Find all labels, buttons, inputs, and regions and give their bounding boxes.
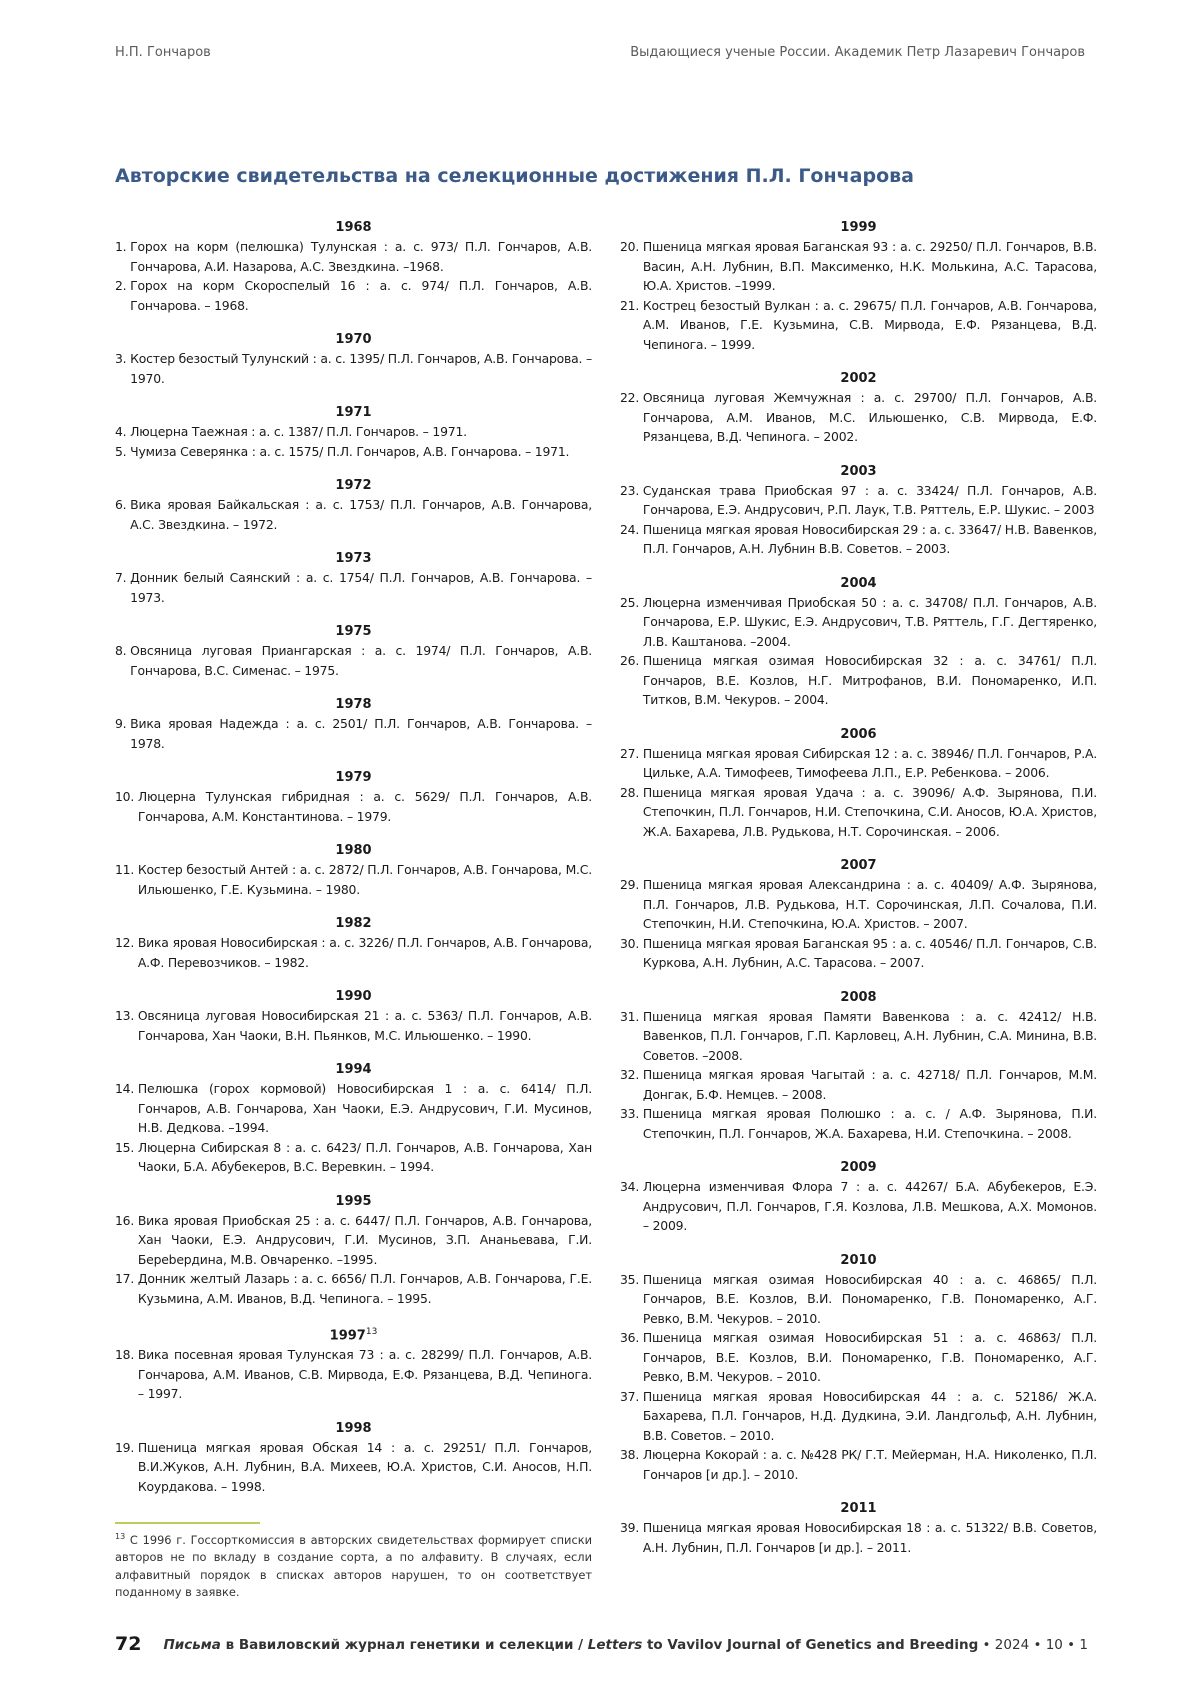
certificate-entry: [115, 933, 592, 972]
certificate-entry: [115, 714, 592, 753]
entry-text: Люцерна Таежная : а. с. 1387/ П.Л. Гончаров. – 1971.: [130, 424, 467, 439]
year-heading: [115, 622, 592, 641]
entry-number: 26.: [620, 653, 643, 668]
year-heading: [115, 330, 592, 349]
entry-text: Пшеница мягкая яровая Памяти Вавенкова : а. с. 42412/ Н.В. Вавенков, П.Л. Гончаров, Г.П. Карловец, А.Н. Лубнин, С.А. Минина, В.В. Советов. –2008.: [642, 1008, 1097, 1063]
footnote-rule: [115, 1522, 260, 1524]
entry-number: 1.: [115, 239, 131, 254]
entry-number: 27.: [620, 745, 643, 761]
certificate-entry: [115, 1345, 592, 1404]
entry-text: Пелюшка (горох кормовой) Новосибирская 1 : а. с. 6414/ П.Л. Гончаров, А.В. Гончарова, Хан Чаоки, Е.Э. Андрусович, Г.И. Мусинов, Н.В. Дедкова. –1994.: [137, 1081, 592, 1135]
year-heading: [620, 462, 1097, 481]
entry-number: 16.: [115, 1212, 138, 1228]
year-label: 1982: [335, 916, 372, 931]
entry-text: Пшеница мягкая яровая Сибирская 12 : а. с. 38946/ П.Л. Гончаров, Р.А. Цильке, А.А. Тимофеев, Тимофеева Л.П., Е.Р. Ребенкова. – 2006.: [642, 745, 1097, 780]
entry-number: 15.: [115, 1139, 138, 1155]
entry-text: Пшеница мягкая яровая Полюшко : а. с. / А.Ф. Зырянова, П.И. Степочкин, П.Л. Гончаров, Ж.А. Бахарева, Н.И. Степочкина. – 2008.: [642, 1106, 1097, 1141]
year-heading: [115, 403, 592, 422]
certificate-entry: [620, 1007, 1097, 1066]
certificate-entry: [620, 1270, 1097, 1329]
certificate-entry: [115, 495, 592, 534]
year-label: 2009: [840, 1160, 877, 1175]
year-heading: [620, 988, 1097, 1007]
certificate-entry: [620, 744, 1097, 783]
entry-text: Вика яровая Надежда : а. с. 2501/ П.Л. Гончаров, А.В. Гончарова. – 1978.: [130, 716, 592, 751]
certificate-entry: [115, 1211, 592, 1270]
entry-number: 14.: [115, 1081, 138, 1096]
year-heading: [620, 1158, 1097, 1177]
entry-number: 25.: [620, 594, 643, 610]
year-heading: [115, 218, 592, 237]
year-heading: [620, 1251, 1097, 1270]
entry-text: Пшеница мягкая яровая Чагытай : а. с. 42718/ П.Л. Гончаров, М.М. Донгак, Б.Ф. Немцев. – 2008.: [642, 1067, 1097, 1102]
year-heading: [115, 914, 592, 933]
entry-number: 35.: [620, 1271, 643, 1287]
certificate-entry: [620, 593, 1097, 652]
certificate-entry: [115, 422, 592, 442]
year-heading: [620, 1499, 1097, 1518]
entry-text: Люцерна Тулунская гибридная : а. с. 5629/ П.Л. Гончаров, А.В. Гончарова, А.М. Константинова. – 1979.: [137, 789, 592, 824]
entry-text: Пшеница мягкая яровая Баганская 93 : а. с. 29250/ П.Л. Гончаров, В.В. Васин, А.Н. Лубнин, В.П. Максименко, Н.К. Молькина, А.С. Тарасова, Ю.А. Христов. –1999.: [642, 239, 1097, 293]
journal-ru-rest: в Вавиловский журнал генетики и селекции /: [220, 1637, 588, 1653]
certificate-entry: [620, 237, 1097, 296]
year-heading: [115, 1419, 592, 1438]
entry-number: 19.: [115, 1439, 138, 1455]
running-head: [115, 45, 1085, 60]
entry-text: Костер безостый Антей : а. с. 2872/ П.Л. Гончаров, А.В. Гончарова, М.С. Ильюшенко, Г.Е. Кузьмина. – 1980.: [137, 862, 592, 897]
journal-ru-italic: Письма: [163, 1637, 221, 1653]
certificate-entry: [620, 875, 1097, 934]
certificate-entry: [620, 934, 1097, 973]
entry-text: Люцерна Сибирская 8 : а. с. 6423/ П.Л. Гончаров, А.В. Гончарова, Хан Чаоки, Б.А. Абубекеров, В.С. Веревкин. – 1994.: [137, 1139, 592, 1174]
year-label: 1979: [335, 770, 372, 785]
entry-number: 13.: [115, 1008, 138, 1023]
year-label: 1980: [335, 843, 372, 858]
entry-number: 31.: [620, 1008, 643, 1024]
entry-number: 23.: [620, 482, 643, 498]
certificate-entry: [115, 237, 592, 276]
entry-text: Люцерна изменчивая Приобская 50 : а. с. 34708/ П.Л. Гончаров, А.В. Гончарова, Е.Р. Шукис, Е.Э. Андрусович, Т.В. Ряттель, Г.Г. Дегтяренко, Л.В. Каштанова. –2004.: [642, 594, 1097, 649]
entry-text: Овсяница луговая Новосибирская 21 : а. с. 5363/ П.Л. Гончаров, А.В. Гончарова, Хан Чаоки, В.Н. Пьянков, М.С. Ильюшенко. – 1990.: [137, 1008, 592, 1043]
footnote-mark: 13: [115, 1532, 126, 1541]
entry-number: 22.: [620, 390, 643, 405]
entry-number: 30.: [620, 935, 643, 951]
certificate-entry: [620, 1445, 1097, 1484]
year-label: 2004: [840, 575, 877, 591]
year-label: 1972: [335, 478, 372, 493]
entry-number: 29.: [620, 877, 643, 892]
year-heading: [115, 1323, 592, 1345]
certificate-entry: [115, 1006, 592, 1045]
entry-text: Суданская трава Приобская 97 : а. с. 33424/ П.Л. Гончаров, А.В. Гончарова, Е.Э. Андрусович, Р.П. Лаук, Т.В. Ряттель, Е.Р. Шукис. – 2003: [642, 482, 1097, 517]
entry-text: Пшеница мягкая озимая Новосибирская 32 : а. с. 34761/ П.Л. Гончаров, В.Е. Козлов, Н.Г. Митрофанов, В.И. Пономаренко, И.П. Титков, В.М. Чекуров. – 2004.: [642, 653, 1097, 707]
entry-number: 24.: [620, 521, 643, 537]
entry-number: 3.: [115, 351, 131, 366]
certificate-entry: [620, 1518, 1097, 1557]
entry-text: Пшеница мягкая озимая Новосибирская 40 : а. с. 46865/ П.Л. Гончаров, В.Е. Козлов, В.И. Пономаренко, Г.В. Пономаренко, А.Г. Ревко, В.М. Чекуров. – 2010.: [642, 1271, 1097, 1326]
certificate-entry: [115, 276, 592, 315]
journal-en-rest: to Vavilov Journal of Genetics and Breeding: [642, 1637, 979, 1653]
year-label: 1970: [335, 332, 372, 347]
certificate-entry: [620, 783, 1097, 842]
entry-text: Люцерна изменчивая Флора 7 : а. с. 44267/ Б.А. Абубекеров, Е.Э. Андрусович, П.Л. Гончаров, Г.Я. Козлова, Л.В. Мешкова, А.Х. Момонов. – 2009.: [642, 1179, 1097, 1233]
entry-text: Чумиза Северянка : а. с. 1575/ П.Л. Гончаров, А.В. Гончарова. – 1971.: [130, 443, 570, 459]
year-label: 2010: [840, 1252, 877, 1268]
entry-number: 6.: [115, 497, 131, 512]
certificate-entry: [115, 641, 592, 680]
year-heading: [620, 856, 1097, 875]
certificate-entry: [115, 1079, 592, 1138]
entry-number: 10.: [115, 789, 138, 804]
year-heading: [620, 574, 1097, 593]
year-heading: [115, 841, 592, 860]
entry-number: 4.: [115, 424, 131, 439]
entry-number: 37.: [620, 1388, 643, 1404]
year-heading: [115, 476, 592, 495]
certificate-entry: [620, 1065, 1097, 1104]
year-heading: [115, 987, 592, 1006]
certificate-entry: [115, 1269, 592, 1308]
right-column: [620, 218, 1097, 1557]
certificate-entry: [620, 651, 1097, 710]
year-label: 1990: [335, 989, 372, 1004]
entry-text: Пшеница мягкая яровая Новосибирская 18 : а. с. 51322/ В.В. Советов, А.Н. Лубнин, П.Л. Гончаров [и др.]. – 2011.: [642, 1520, 1097, 1555]
year-heading: [115, 695, 592, 714]
year-label: 1975: [335, 624, 372, 639]
entry-text: Пшеница мягкая яровая Александрина : а. с. 40409/ А.Ф. Зырянова, П.Л. Гончаров, Л.В. Рудькова, Н.Т. Сорочинская, Л.П. Сочалова, П.И. Степочкин, Н.И. Степочкина, Ю.А. Христов. – 2007.: [642, 877, 1097, 931]
entry-text: Вика посевная яровая Тулунская 73 : а. с. 28299/ П.Л. Гончаров, А.В. Гончарова, А.М. Иванов, С.В. Мирвода, Е.Ф. Рязанцева, В.Д. Чепинога. – 1997.: [137, 1347, 592, 1402]
entry-text: Пшеница мягкая яровая Баганская 95 : а. с. 40546/ П.Л. Гончаров, С.В. Куркова, А.Н. Лубнин, А.С. Тарасова. – 2007.: [642, 935, 1097, 970]
year-label: 1999: [840, 220, 877, 235]
year-heading: [115, 1192, 592, 1211]
entry-number: 9.: [115, 716, 131, 731]
entry-number: 8.: [115, 643, 131, 658]
year-heading: [620, 369, 1097, 388]
entry-text: Овсяница луговая Приангарская : а. с. 1974/ П.Л. Гончаров, А.В. Гончарова, В.С. Сименас. – 1975.: [130, 643, 592, 678]
certificate-entry: [620, 520, 1097, 559]
year-heading: [620, 218, 1097, 237]
left-column: [115, 218, 592, 1496]
footnote: [115, 1528, 592, 1602]
year-label: 2003: [840, 463, 877, 479]
entry-number: 21.: [620, 297, 643, 313]
footnote-reference: 13: [365, 1327, 378, 1337]
entry-number: 5.: [115, 443, 131, 459]
year-label: 1978: [335, 697, 372, 712]
entry-text: Кострец безостый Вулкан : а. с. 29675/ П.Л. Гончаров, А.В. Гончарова, А.М. Иванов, Г.Е. Кузьмина, С.В. Мирвода, Е.Ф. Рязанцева, В.Д. Чепинога. – 1999.: [642, 297, 1097, 352]
certificate-entry: [620, 1387, 1097, 1446]
entry-number: 32.: [620, 1067, 643, 1082]
entry-number: 11.: [115, 862, 138, 877]
year-label: 2011: [840, 1501, 877, 1516]
page-footer: [115, 1633, 1095, 1655]
entry-number: 2.: [115, 278, 131, 293]
entry-number: 39.: [620, 1520, 643, 1535]
year-label: 1997: [329, 1328, 366, 1344]
entry-text: Вика яровая Байкальская : а. с. 1753/ П.Л. Гончаров, А.В. Гончарова, А.С. Звездкина. – 1972.: [130, 497, 592, 532]
year-heading: [115, 549, 592, 568]
entry-text: Пшеница мягкая яровая Удача : а. с. 39096/ А.Ф. Зырянова, П.И. Степочкин, П.Л. Гончаров, Н.И. Степочкина, С.И. Аносов, Ю.А. Христов, Ж.А. Бахарева, Л.В. Рудькова, Н.Т. Сорочинская. – 2006.: [642, 784, 1097, 839]
entry-text: Овсяница луговая Жемчужная : а. с. 29700/ П.Л. Гончаров, А.В. Гончарова, А.М. Иванов, М.С. Ильюшенко, С.В. Мирвода, Е.Ф. Рязанцева, В.Д. Чепинога. – 2002.: [642, 390, 1097, 444]
entry-number: 34.: [620, 1179, 643, 1194]
certificate-entry: [620, 1177, 1097, 1236]
certificate-entry: [620, 1328, 1097, 1387]
certificate-entry: [115, 1138, 592, 1177]
entry-number: 7.: [115, 570, 131, 585]
certificate-entry: [620, 1104, 1097, 1143]
year-label: 1995: [335, 1193, 372, 1209]
year-label: 1998: [335, 1420, 372, 1436]
entry-text: Костер безостый Тулунский : а. с. 1395/ П.Л. Гончаров, А.В. Гончарова. – 1970.: [130, 351, 592, 386]
certificate-entry: [115, 787, 592, 826]
entry-number: 36.: [620, 1330, 643, 1345]
certificate-entry: [115, 860, 592, 899]
running-head-author: Н.П. Гончаров: [115, 45, 211, 60]
entry-number: 33.: [620, 1106, 643, 1121]
certificate-entry: [115, 1438, 592, 1497]
year-label: 1994: [335, 1062, 372, 1077]
entry-text: Донник белый Саянский : а. с. 1754/ П.Л. Гончаров, А.В. Гончарова. – 1973.: [130, 570, 592, 605]
year-label: 2006: [840, 726, 877, 742]
entry-number: 12.: [115, 935, 138, 950]
certificate-entry: [115, 568, 592, 607]
entry-text: Пшеница мягкая яровая Обская 14 : а. с. 29251/ П.Л. Гончаров, В.И.Жуков, А.Н. Лубнин, В.А. Михеев, Ю.А. Христов, С.И. Аносов, Н.П. Коурдакова. – 1998.: [137, 1439, 592, 1494]
certificate-entry: [115, 442, 592, 462]
year-label: 2008: [840, 989, 877, 1005]
entry-number: 18.: [115, 1347, 138, 1363]
entry-text: Пшеница мягкая озимая Новосибирская 51 : а. с. 46863/ П.Л. Гончаров, В.Е. Козлов, В.И. Пономаренко, Г.В. Пономаренко, А.Г. Ревко, В.М. Чекуров. – 2010.: [642, 1330, 1097, 1384]
year-label: 1971: [335, 405, 372, 420]
entry-text: Горох на корм (пелюшка) Тулунская : а. с. 973/ П.Л. Гончаров, А.В. Гончарова, А.И. Назарова, А.С. Звездкина. –1968.: [130, 239, 592, 274]
section-title: Авторские свидетельства на селекционные достижения П.Л. Гончарова: [115, 165, 914, 187]
entry-number: 28.: [620, 784, 643, 800]
entry-number: 38.: [620, 1447, 643, 1462]
certificate-entry: [620, 388, 1097, 447]
year-heading: [115, 768, 592, 787]
entry-text: Вика яровая Новосибирская : а. с. 3226/ П.Л. Гончаров, А.В. Гончарова, А.Ф. Перевозчиков. – 1982.: [137, 935, 592, 970]
year-heading: [115, 1060, 592, 1079]
certificate-entry: [115, 349, 592, 388]
certificate-entry: [620, 481, 1097, 520]
year-label: 2002: [840, 371, 877, 386]
entry-text: Вика яровая Приобская 25 : а. с. 6447/ П.Л. Гончаров, А.В. Гончарова, Хан Чаоки, Е.Э. Андрусович, Г.И. Мусинов, З.П. Ананьевава, Г.И. Берebердина, М.В. Овчаренко. –1995.: [137, 1212, 592, 1267]
year-label: 1973: [335, 551, 372, 566]
certificate-entry: [620, 296, 1097, 355]
entry-text: Донник желтый Лазарь : а. с. 6656/ П.Л. Гончаров, А.В. Гончарова, Г.Е. Кузьмина, А.М. Иванов, В.Д. Чепинога. – 1995.: [137, 1271, 592, 1306]
running-head-title: Выдающиеся ученые России. Академик Петр Лазаревич Гончаров: [630, 45, 1085, 60]
entry-number: 17.: [115, 1271, 138, 1286]
entry-text: Пшеница мягкая яровая Новосибирская 29 : а. с. 33647/ Н.В. Вавенков, П.Л. Гончаров, А.Н. Лубнин В.В. Советов. – 2003.: [642, 521, 1097, 556]
year-label: 2007: [840, 858, 877, 873]
page-number: 72: [115, 1633, 142, 1655]
journal-issue: • 2024 • 10 • 1: [978, 1637, 1089, 1653]
footnote-text: С 1996 г. Госсорткомиссия в авторских свидетельствах формирует списки авторов не по вкладу в создание сорта, а по алфавиту. В случаях, если алфавитный порядок в списках авторов нарушен, то он соответствует поданному в заявке.: [115, 1532, 592, 1600]
year-heading: [620, 725, 1097, 744]
journal-en-italic: Letters: [587, 1637, 643, 1653]
entry-text: Горох на корм Скороспелый 16 : а. с. 974/ П.Л. Гончаров, А.В. Гончарова. – 1968.: [130, 278, 592, 313]
entry-text: Люцерна Кокорай : а. с. №428 РК/ Г.Т. Мейерман, Н.А. Николенко, П.Л. Гончаров [и др.]. – 2010.: [642, 1447, 1097, 1482]
entry-text: Пшеница мягкая яровая Новосибирская 44 : а. с. 52186/ Ж.А. Бахарева, П.Л. Гончаров, Н.Д. Дудкина, Э.И. Ландгольф, А.Н. Лубнин, В.В. Советов. – 2010.: [642, 1388, 1097, 1443]
year-label: 1968: [335, 220, 372, 235]
entry-number: 20.: [620, 239, 643, 254]
